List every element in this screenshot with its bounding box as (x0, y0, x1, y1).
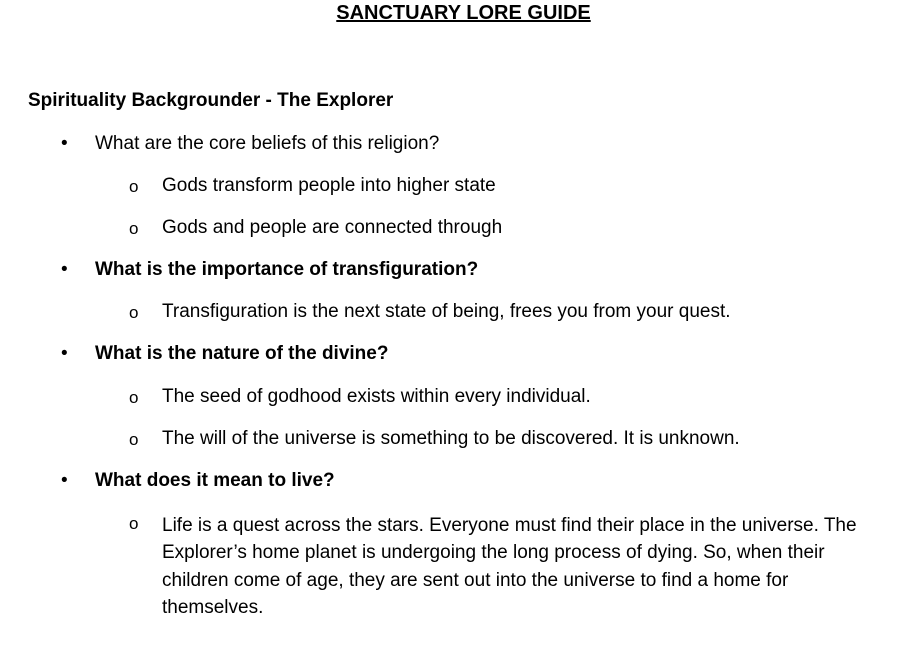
sub-bullet-icon: o (129, 430, 139, 449)
question-4: What does it mean to live? (95, 470, 335, 491)
bullet-icon: • (61, 470, 68, 491)
sub-bullet-icon: o (129, 303, 139, 322)
answer-4-1: Life is a quest across the stars. Everyone must find their place in the universe. The Explorer’s home planet is undergoing the long process of dying. So, when their children come of age, they are sent out into the universe to find a home for themselves. (162, 515, 857, 618)
answer-1-1: Gods transform people into higher state (162, 175, 496, 196)
sub-bullet-icon: o (129, 388, 139, 407)
sub-bullet-icon: o (129, 514, 139, 533)
bullet-icon: • (61, 259, 68, 280)
bullet-icon: • (61, 343, 68, 364)
answer-1-2: Gods and people are connected through (162, 217, 503, 238)
question-3: What is the nature of the divine? (95, 343, 389, 364)
answer-3-2: The will of the universe is something to be discovered. It is unknown. (162, 428, 740, 449)
question-1: What are the core beliefs of this religion? (95, 133, 440, 154)
bullet-icon: • (61, 133, 68, 154)
sub-bullet-icon: o (129, 219, 139, 238)
section-heading: Spirituality Backgrounder - The Explorer (28, 90, 394, 111)
answer-2-1: Transfiguration is the next state of being, frees you from your quest. (162, 301, 731, 322)
question-2: What is the importance of transfiguration? (95, 259, 479, 280)
answer-3-1: The seed of godhood exists within every individual. (162, 386, 591, 407)
document-title: SANCTUARY LORE GUIDE (336, 2, 591, 24)
sub-bullet-icon: o (129, 177, 139, 196)
